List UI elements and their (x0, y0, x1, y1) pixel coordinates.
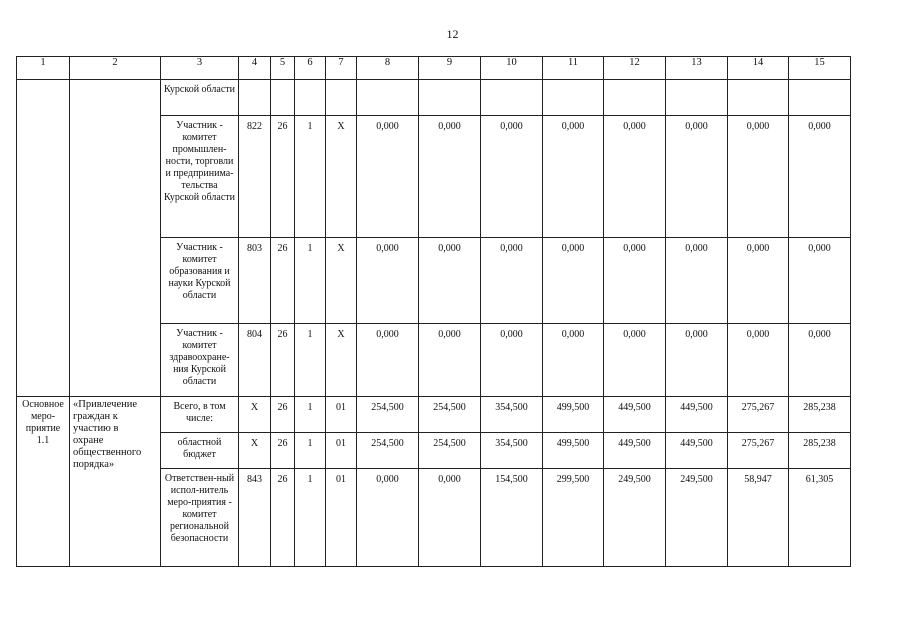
header-cell: 13 (666, 57, 728, 80)
header-cell: 7 (326, 57, 357, 80)
value-cell: 254,500 (419, 397, 481, 433)
value-cell: 249,500 (604, 469, 666, 567)
value-cell: 0,000 (357, 324, 419, 397)
cell-c4: 822 (239, 116, 271, 238)
value-cell: 0,000 (543, 238, 604, 324)
budget-table (16, 56, 851, 567)
participant-label: Участник - комитет образования и науки Курской области (161, 238, 239, 324)
budget-label: областной бюджет (161, 433, 239, 469)
value-cell: 0,000 (543, 324, 604, 397)
value-cell: 0,000 (666, 324, 728, 397)
value-cell: 0,000 (789, 238, 851, 324)
value-cell: 449,500 (666, 433, 728, 469)
table-row (17, 397, 851, 433)
measure-title-line: охране (73, 435, 104, 446)
page-number: 12 (446, 27, 459, 41)
value-cell (666, 80, 728, 116)
value-cell: 0,000 (604, 116, 666, 238)
value-cell (357, 80, 419, 116)
cell-c5: 26 (271, 469, 295, 567)
header-cell: 5 (271, 57, 295, 80)
value-cell: 0,000 (666, 238, 728, 324)
participant-label: Участник - комитет промышлен-ности, торговли и предпринима-тельства Курской области (161, 116, 239, 238)
value-cell (419, 80, 481, 116)
header-cell: 9 (419, 57, 481, 80)
header-cell: 8 (357, 57, 419, 80)
header-cell: 14 (728, 57, 789, 80)
cell-c4: 804 (239, 324, 271, 397)
value-cell: 249,500 (666, 469, 728, 567)
cell-c6: 1 (295, 324, 326, 397)
cell-c7: Х (326, 116, 357, 238)
cell-c4: 843 (239, 469, 271, 567)
value-cell: 254,500 (357, 397, 419, 433)
header-cell: 10 (481, 57, 543, 80)
cell-c4: 803 (239, 238, 271, 324)
value-cell: 0,000 (419, 324, 481, 397)
cell-c7: Х (326, 238, 357, 324)
measure-title (70, 397, 161, 567)
value-cell: 0,000 (357, 469, 419, 567)
value-cell (789, 80, 851, 116)
value-cell: 0,000 (543, 116, 604, 238)
cell-c6: 1 (295, 397, 326, 433)
value-cell: 0,000 (789, 116, 851, 238)
cell-c6: 1 (295, 116, 326, 238)
value-cell: 354,500 (481, 397, 543, 433)
value-cell: 499,500 (543, 433, 604, 469)
header-cell: 12 (604, 57, 666, 80)
cell-c4: Х (239, 397, 271, 433)
measure-title-line: участию в (73, 423, 119, 434)
value-cell (604, 80, 666, 116)
value-cell: 254,500 (357, 433, 419, 469)
header-cell: 6 (295, 57, 326, 80)
value-cell: 354,500 (481, 433, 543, 469)
measure-title-line: общественного (73, 447, 142, 458)
header-cell: 1 (17, 57, 70, 80)
value-cell: 61,305 (789, 469, 851, 567)
value-cell: 499,500 (543, 397, 604, 433)
value-cell: 275,267 (728, 397, 789, 433)
value-cell (543, 80, 604, 116)
value-cell: 275,267 (728, 433, 789, 469)
value-cell: 285,238 (789, 433, 851, 469)
value-cell: 0,000 (481, 116, 543, 238)
measure-number: Основное меро-приятие 1.1 (17, 397, 70, 567)
header-cell: 4 (239, 57, 271, 80)
cell-c6: 1 (295, 433, 326, 469)
header-cell: 2 (70, 57, 161, 80)
cell-c4 (239, 80, 271, 116)
cell-c5 (271, 80, 295, 116)
participant-label: Курской области (161, 80, 239, 116)
table-row (17, 80, 851, 116)
measure-title-line: «Привлечение граждан к (73, 399, 137, 422)
cell-c7: 01 (326, 433, 357, 469)
empty-cell (17, 80, 70, 397)
cell-c5: 26 (271, 116, 295, 238)
cell-c7 (326, 80, 357, 116)
value-cell: 58,947 (728, 469, 789, 567)
cell-c6: 1 (295, 238, 326, 324)
value-cell: 449,500 (604, 397, 666, 433)
header-cell: 15 (789, 57, 851, 80)
value-cell (481, 80, 543, 116)
cell-c5: 26 (271, 397, 295, 433)
executor-label: Ответствен-ный испол-нитель меро-приятия - комитет региональной безопасности (161, 469, 239, 567)
header-row (17, 57, 851, 80)
value-cell: 0,000 (789, 324, 851, 397)
value-cell: 0,000 (419, 238, 481, 324)
value-cell: 0,000 (728, 324, 789, 397)
value-cell: 449,500 (604, 433, 666, 469)
total-label: Всего, в том числе: (161, 397, 239, 433)
cell-c5: 26 (271, 433, 295, 469)
value-cell: 0,000 (419, 116, 481, 238)
header-cell: 3 (161, 57, 239, 80)
value-cell: 299,500 (543, 469, 604, 567)
empty-cell (70, 80, 161, 397)
value-cell: 0,000 (481, 238, 543, 324)
value-cell: 154,500 (481, 469, 543, 567)
value-cell: 0,000 (419, 469, 481, 567)
cell-c7: 01 (326, 397, 357, 433)
value-cell: 0,000 (728, 238, 789, 324)
cell-c7: 01 (326, 469, 357, 567)
cell-c7: Х (326, 324, 357, 397)
value-cell: 0,000 (357, 116, 419, 238)
value-cell: 0,000 (728, 116, 789, 238)
cell-c5: 26 (271, 238, 295, 324)
value-cell: 0,000 (666, 116, 728, 238)
cell-c4: Х (239, 433, 271, 469)
cell-c6 (295, 80, 326, 116)
header-cell: 11 (543, 57, 604, 80)
value-cell: 0,000 (481, 324, 543, 397)
value-cell: 449,500 (666, 397, 728, 433)
value-cell: 254,500 (419, 433, 481, 469)
measure-title-line: порядка» (73, 459, 115, 470)
value-cell: 285,238 (789, 397, 851, 433)
cell-c5: 26 (271, 324, 295, 397)
value-cell: 0,000 (604, 238, 666, 324)
participant-label: Участник - комитет здравоохране-ния Курской области (161, 324, 239, 397)
cell-c6: 1 (295, 469, 326, 567)
value-cell: 0,000 (604, 324, 666, 397)
value-cell (728, 80, 789, 116)
value-cell: 0,000 (357, 238, 419, 324)
